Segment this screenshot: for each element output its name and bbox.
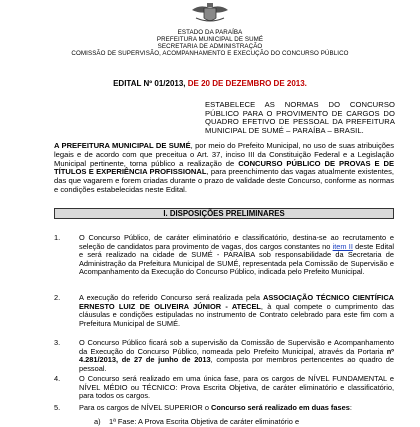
coat-of-arms-icon xyxy=(190,2,230,24)
header-line-secretaria: SECRETARIA DE ADMINISTRAÇÃO xyxy=(157,43,263,50)
ementa: ESTABELECE AS NORMAS DO CONCURSO PÚBLICO PARA O PROVIMENTO DE CARGOS DO QUADRO EFETIVO DE PESSOAL DA PREFEITURA MUNICIPAL DE SUMÉ – PARAÍBA – BRASIL. xyxy=(205,100,395,135)
section-title: I. DISPOSIÇÕES PRELIMINARES xyxy=(54,208,394,219)
edital-date: DE 20 DE DEZEMBRO DE 2013. xyxy=(187,79,307,88)
intro-paragraph: A PREFEITURA MUNICIPAL DE SUMÉ, por meio do Prefeito Municipal, no uso de suas atribuições legais e de acordo com que preceitua o Art. 37, inciso III da Constituição Federal e a Legislação Municipal pertinente, torna público a realização de CONCURSO PÚBLICO DE PROVAS E DE TÍTULOS E EXPERIÊNCIA PROFISSIONAL, para preenchimento das vagas atualmente existentes, das que vagarem e forem criadas durante o prazo de validade deste Concurso, conforme as normas e condições estabelecidas neste Edital. xyxy=(54,141,395,194)
header-line-state: ESTADO DA PARAÍBA xyxy=(177,29,243,36)
header-line-comissao: COMISSÃO DE SUPERVISÃO, ACOMPANHAMENTO E EXECUÇÃO DO CONCURSO PÚBLICO xyxy=(71,50,349,57)
edital-title: EDITAL Nº 01/2013, DE 20 DE DEZEMBRO DE 2013. xyxy=(113,79,307,88)
header-line-prefeitura: PREFEITURA MUNICIPAL DE SUMÉ xyxy=(156,36,264,43)
item-ii-link[interactable]: item II xyxy=(332,241,353,251)
